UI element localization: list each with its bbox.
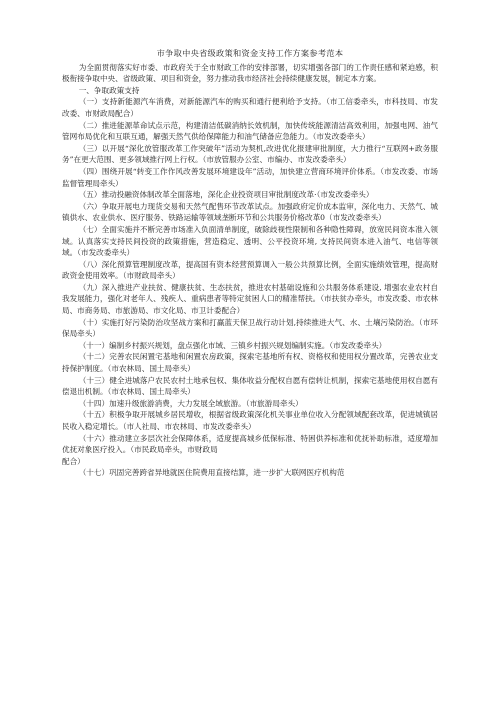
list-item: （六）争取开展电力现货交易和天然气配售环节改革试点。加强政府定价成本监审，深化电力、天然气、城镇供水、农业供水、医疗服务、铁路运输等领域垄断环节和公共服务价格改革0（市发改委牵头） <box>62 201 438 223</box>
list-item: （三）以开展“深化放管服改革工作突破年”活动为契机,改进优化报建审批制度，大力推行“互联网+政务服务”在更大范围、更多领域推行网上行权。（市放管服办公室、市编办、市发改委牵头） <box>62 143 438 165</box>
list-item: （八）深化预算管理制度改革，提高国有资本经营预算调入一般公共预算比例，全面实施绩效管理，提高财政资金使用效率。（市财政局牵头） <box>62 259 438 281</box>
list-item: （四）围绕开展“转变工作作风改善发展环境建设年”活动，加快建立营商环境评价体系。（市发改委、市场监督管理局牵头） <box>62 166 438 188</box>
list-item: （二）推进能源革命试点示范，构建清洁低碳消纳长效机制，加快传统能源清洁高效利用，加强电网、油气管网布局优化和互联互通，解强天然气供给保障能力和油气储备应急能力。（市发改委牵头） <box>62 120 438 142</box>
list-item: （十四）加速升级旅游消费，大力发展全域旅游。（市旅游局牵头） <box>78 398 303 408</box>
intro-paragraph: 为全面贯彻落实好市委、市政府关于全市财政工作的安排部署，切实增强各部门的工作责任感和紧迫感，积极衔接争取中央、省级政策、项目和资金，努力推动我市经济社会持续健康发展，制定本方案。 <box>62 62 438 84</box>
section-heading: 一、争取政策支持 <box>78 85 140 95</box>
list-item: （九）深入推进产业扶贫、健康扶贫、生态扶贫，推进农村基础设施和公共服务体系建设, 增强农业农村自我发展能力，强化对老年人、残疾人、重病患者等特定贫困人口的精准帮扶。（市扶贫办牵头，市发改委、市农林局、市商务局、市旅游局、市文化局、市卫计委配合） <box>62 282 438 316</box>
list-item: （十一）编制乡村振兴规划，盘点强化市域、三镇乡村振兴规划编制实施。（市发改委牵头） <box>78 340 387 350</box>
list-item: （十二）完善农民闲置宅基地和闲置农房政策，探索宅基地所有权、资格权和使用权分置改革，完善农业支持保护制度。（市农林局、国土局牵头） <box>62 352 438 374</box>
list-item: （十六）推动建立多层次社会保障体系，适度提高城乡低保标准、特困供养标准和优抚补助标准，适度增加优抚对象医疗投入。（市民政局牵头，市财政局 <box>62 433 438 455</box>
list-item: （十五）积极争取开展城乡居民增收，根据省级政策深化机关事业单位收入分配领域配套改革，促进城镇居民收入稳定增长。（市人社局、市农林局、市发改委牵头） <box>62 410 438 431</box>
list-item-continuation: 配合） <box>62 456 85 466</box>
list-item: （一）支持新能源汽车消费，对新能源汽车的购买和通行便利给予支持。（市工信委牵头，市科技局、市发改委、市财政局配合） <box>62 97 438 118</box>
list-item: （七）全面实施并不断完善市场准入负面清单制度，破除歧视性限制和各种隐性障碍，放宽民间资本准入领域。认真落实支持民间投资的政策措施，营造稳定、透明、公平投资环境, 支持民间资本进入油气、电信等领域。（市发改委牵头） <box>62 224 438 258</box>
document-title: 市争取中央省级政策和资金支持工作方案参考范本 <box>156 48 344 58</box>
list-item: （十七）巩固完善跨省异地就医住院费用直接结算，进一步扩大联网医疗机构范 <box>78 468 345 478</box>
list-item: （十）实施打好污染防治攻坚战方案和打赢蓝天保卫战行动计划,持续推进大气、水、土壤污染防治。（市环保局牵头） <box>62 317 438 339</box>
list-item: （五）推动投融资体制改革全面落地，深化企业投资项目审批制度改革·（市发改委牵头） <box>78 190 374 200</box>
list-item: （十三）健全进城落户农民农村土地承包权、集体收益分配权自愿有偿转让机制，探索宅基地使用权自愿有偿退出机制。（市农林局、国土局牵头） <box>62 375 438 397</box>
